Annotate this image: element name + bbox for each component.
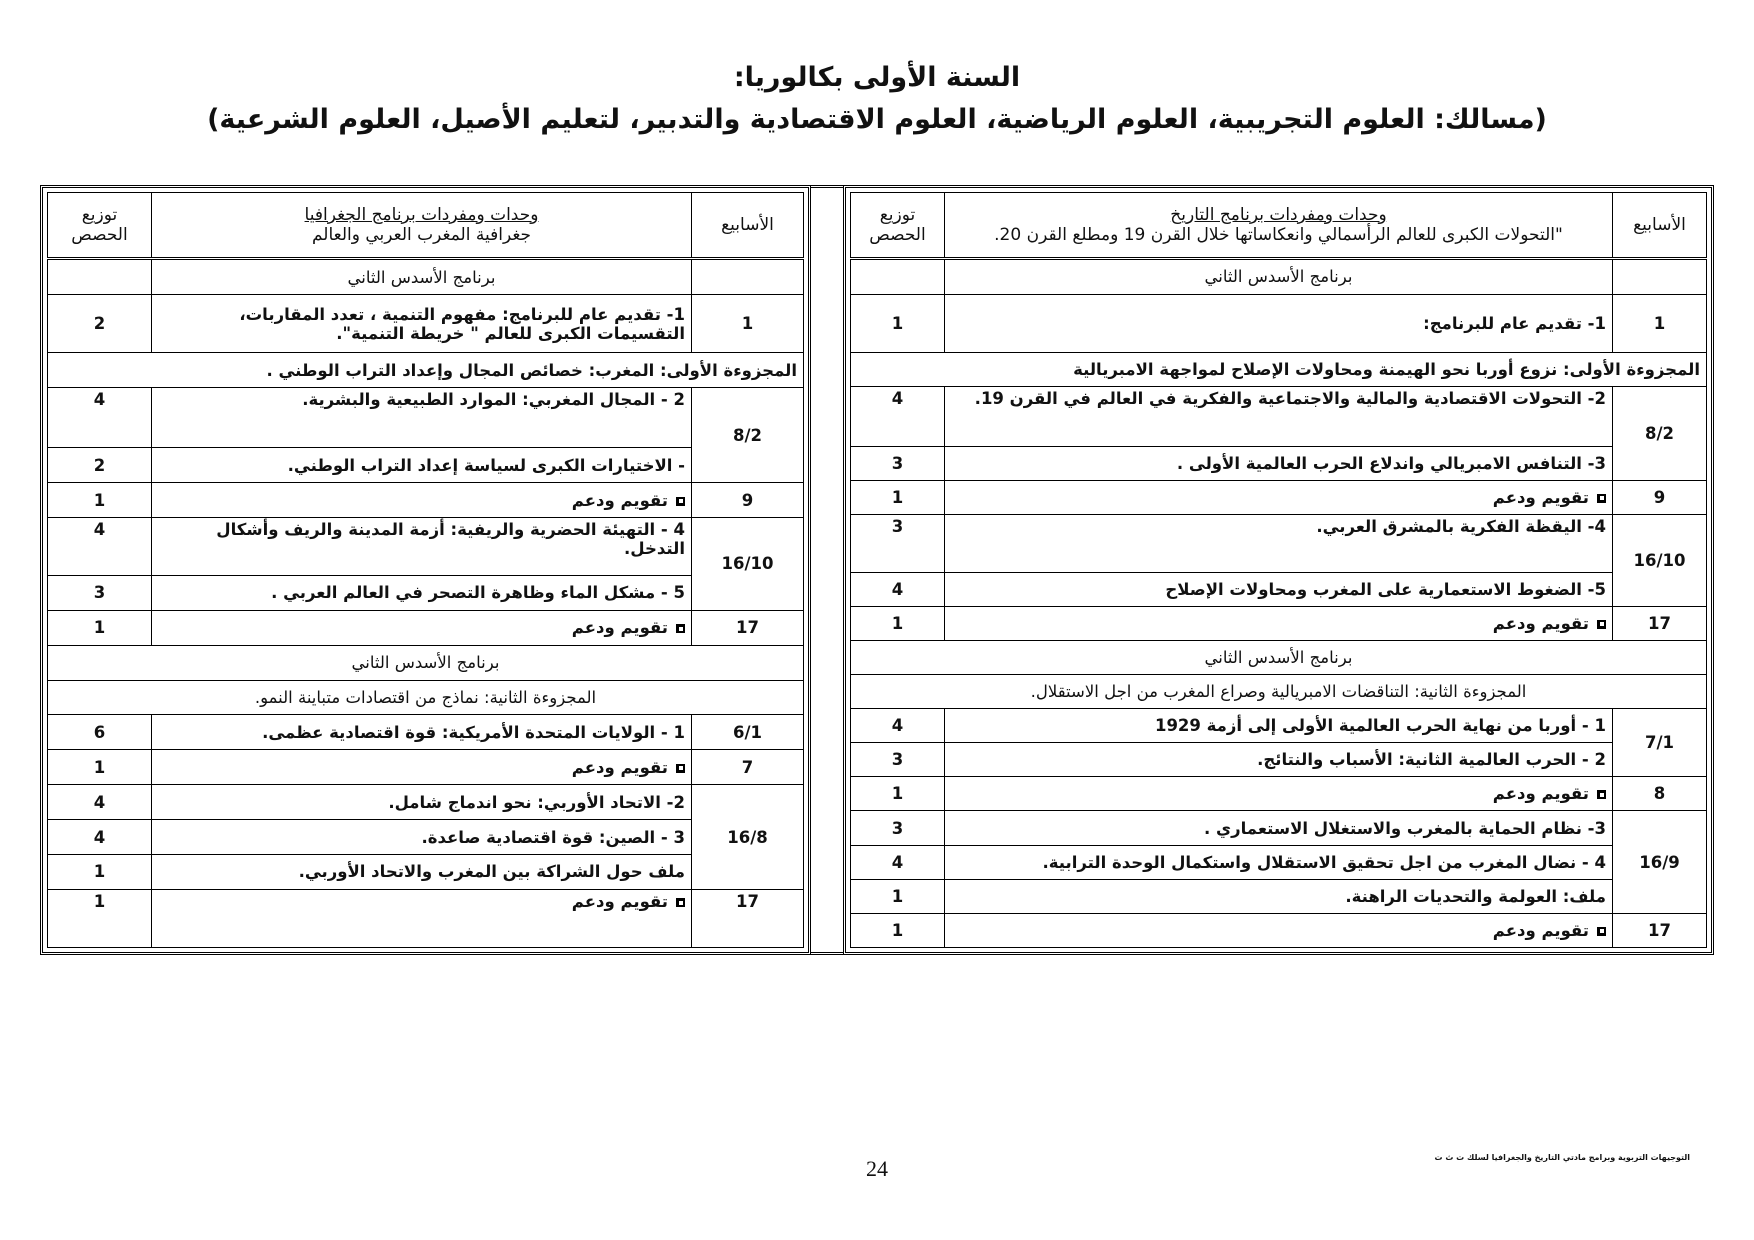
hours-cell: 4: [851, 709, 945, 743]
table-row: [851, 879, 1707, 913]
header-hours: [48, 193, 152, 259]
module-title: المجزوءة الثانية: نماذج من اقتصادات متباينة النمو.: [48, 680, 804, 715]
table-row: [851, 294, 1707, 352]
header-hours-line2: الحصص: [71, 225, 128, 245]
header-units-title: وحدات ومفردات برنامج الجغرافيا: [304, 205, 539, 225]
week-cell: 17: [692, 610, 804, 645]
hours-cell: 4: [851, 845, 945, 879]
unit-cell: 4 - التهيئة الحضرية والريفية: أزمة المدينة والريف وأشكال التدخل.: [152, 517, 692, 575]
semester-label: برنامج الأسدس الثاني: [945, 259, 1613, 295]
square-bullet-icon: [1597, 790, 1606, 799]
table-row: [851, 675, 1707, 709]
hours-cell: 1: [48, 750, 152, 785]
week-cell: 16/8: [692, 785, 804, 890]
semester-label: برنامج الأسدس الثاني: [152, 259, 692, 295]
table-row: [48, 295, 804, 353]
table-row: [48, 890, 804, 948]
week-cell: 9: [692, 483, 804, 518]
unit-cell: 3 - الصين: قوة اقتصادية صاعدة.: [152, 820, 692, 855]
table-row: [48, 353, 804, 388]
unit-cell: - الاختيارات الكبرى لسياسة إعداد التراب الوطني.: [152, 448, 692, 483]
table-row: [48, 715, 804, 750]
header-weeks: الأسابيع: [1613, 193, 1707, 259]
footer-text: التوجيهات التربوية وبرامج مادتي التاريخ والجغرافيا لسلك ت ث ت: [1434, 1153, 1690, 1162]
unit-cell: 1- تقديم عام للبرنامج: مفهوم التنمية ، تعدد المقاربات، التقسيمات الكبرى للعالم " خريطة التنمية".: [152, 295, 692, 353]
hours-cell: 3: [851, 514, 945, 572]
table-row: [851, 640, 1707, 674]
table-row: [48, 820, 804, 855]
table-row: [48, 575, 804, 610]
unit-cell: ملف حول الشراكة بين المغرب والاتحاد الأوربي.: [152, 854, 692, 889]
hours-cell: 3: [851, 811, 945, 845]
unit-cell: 3- نظام الحماية بالمغرب والاستغلال الاستعماري .: [945, 811, 1613, 845]
square-bullet-icon: [1597, 620, 1606, 629]
header-units-title: وحدات ومفردات برنامج التاريخ: [1170, 205, 1387, 225]
hours-cell: 1: [851, 879, 945, 913]
unit-cell: [152, 750, 692, 785]
hours-cell: 1: [48, 890, 152, 948]
hours-cell: 1: [48, 610, 152, 645]
unit-cell-label: تقويم ودعم: [571, 490, 668, 510]
header-hours-line1: توزيع: [879, 205, 916, 225]
week-cell: 17: [1613, 913, 1707, 947]
unit-cell: 4 - نضال المغرب من اجل تحقيق الاستقلال واستكمال الوحدة الترابية.: [945, 845, 1613, 879]
week-cell: 17: [692, 890, 804, 948]
week-cell: 16/10: [692, 517, 804, 610]
hours-cell: 1: [851, 606, 945, 640]
table-row: [48, 645, 804, 680]
week-cell: 8: [1613, 777, 1707, 811]
unit-cell: 2- التحولات الاقتصادية والمالية والاجتماعية والفكرية في العالم في القرن 19.: [945, 386, 1613, 446]
square-bullet-icon: [676, 497, 685, 506]
table-row: [851, 572, 1707, 606]
unit-cell: 1 - الولايات المتحدة الأمريكية: قوة اقتصادية عظمى.: [152, 715, 692, 750]
hours-cell: 4: [48, 820, 152, 855]
table-row: [851, 259, 1707, 295]
unit-cell-label: تقويم ودعم: [1492, 613, 1589, 633]
unit-cell: 2 - الحرب العالمية الثانية: الأسباب والنتائج.: [945, 743, 1613, 777]
unit-cell-label: تقويم ودعم: [1492, 487, 1589, 507]
unit-cell: 1- تقديم عام للبرنامج:: [945, 294, 1613, 352]
week-cell: 16/9: [1613, 811, 1707, 913]
hours-cell: 1: [48, 854, 152, 889]
unit-cell: 1 - أوربا من نهاية الحرب العالمية الأولى إلى أزمة 1929: [945, 709, 1613, 743]
hours-cell: 3: [851, 446, 945, 480]
hours-cell: 3: [48, 575, 152, 610]
week-cell: 8/2: [1613, 386, 1707, 480]
unit-cell: 5- الضغوط الاستعمارية على المغرب ومحاولات الإصلاح: [945, 572, 1613, 606]
header-units-subtitle: جغرافية المغرب العربي والعالم: [311, 225, 532, 245]
unit-cell-label: تقويم ودعم: [571, 618, 668, 638]
table-row: [851, 811, 1707, 845]
week-cell: 8/2: [692, 388, 804, 483]
unit-cell: 2- الاتحاد الأوربي: نحو اندماج شامل.: [152, 785, 692, 820]
unit-cell-label: تقويم ودعم: [571, 757, 668, 777]
unit-cell: [945, 606, 1613, 640]
week-cell: 7: [692, 750, 804, 785]
hours-cell: 4: [48, 517, 152, 575]
hours-cell: 4: [48, 785, 152, 820]
title-line-2: (مسالك: العلوم التجريبية، العلوم الرياضية، العلوم الاقتصادية والتدبير، لتعليم الأصيل، العلوم الشرعية): [207, 104, 1547, 135]
hours-cell: 1: [851, 913, 945, 947]
unit-cell-label: تقويم ودعم: [571, 892, 668, 911]
table-row: [48, 610, 804, 645]
hours-cell: 1: [851, 480, 945, 514]
square-bullet-icon: [676, 624, 685, 633]
table-row: [851, 386, 1707, 446]
hours-cell: 4: [851, 572, 945, 606]
hours-cell: 4: [48, 388, 152, 448]
hours-cell: 2: [48, 295, 152, 353]
page-number: 24: [866, 1156, 888, 1181]
unit-cell: [945, 777, 1613, 811]
unit-cell: 4- اليقظة الفكرية بالمشرق العربي.: [945, 514, 1613, 572]
unit-cell: [152, 483, 692, 518]
square-bullet-icon: [1597, 927, 1606, 936]
geography-program-table: [40, 185, 811, 955]
table-row: [48, 680, 804, 715]
hours-cell: 1: [851, 294, 945, 352]
table-row: [851, 913, 1707, 947]
table-row: [48, 448, 804, 483]
table-row: [851, 743, 1707, 777]
semester-label: برنامج الأسدس الثاني: [48, 645, 804, 680]
hours-cell: 3: [851, 743, 945, 777]
table-row: [48, 785, 804, 820]
unit-cell: [152, 610, 692, 645]
table-header-row: [48, 193, 804, 259]
header-units: [152, 193, 692, 259]
hours-cell: 2: [48, 448, 152, 483]
table-row: [48, 259, 804, 295]
title-line-1: السنة الأولى بكالوريا:: [733, 62, 1021, 93]
unit-cell-label: تقويم ودعم: [1492, 784, 1589, 804]
module-title: المجزوءة الأولى: المغرب: خصائص المجال وإعداد التراب الوطني .: [48, 353, 804, 388]
unit-cell: 2 - المجال المغربي: الموارد الطبيعية والبشرية.: [152, 388, 692, 448]
header-hours-line1: توزيع: [81, 205, 118, 225]
table-row: [851, 446, 1707, 480]
unit-cell: [945, 913, 1613, 947]
unit-cell: 5 - مشكل الماء وظاهرة التصحر في العالم العربي .: [152, 575, 692, 610]
semester-label: برنامج الأسدس الثاني: [851, 640, 1707, 674]
table-row: [851, 777, 1707, 811]
table-row: [851, 352, 1707, 386]
hours-cell: 6: [48, 715, 152, 750]
header-hours-line2: الحصص: [869, 225, 926, 245]
hours-cell: 4: [851, 386, 945, 446]
unit-cell: [945, 480, 1613, 514]
week-cell: 6/1: [692, 715, 804, 750]
table-row: [48, 750, 804, 785]
week-cell: 1: [692, 295, 804, 353]
table-row: [851, 709, 1707, 743]
hours-cell: 1: [48, 483, 152, 518]
table-row: [48, 388, 804, 448]
week-cell: 9: [1613, 480, 1707, 514]
table-row: [851, 514, 1707, 572]
table-row: [48, 854, 804, 889]
table-header-row: [851, 193, 1707, 259]
table-row: [851, 845, 1707, 879]
table-row: [851, 606, 1707, 640]
unit-cell: ملف: العولمة والتحديات الراهنة.: [945, 879, 1613, 913]
module-title: المجزوءة الثانية: التناقضات الامبريالية وصراع المغرب من اجل الاستقلال.: [851, 675, 1707, 709]
table-row: [48, 517, 804, 575]
history-program-table: [843, 185, 1714, 955]
unit-cell-label: تقويم ودعم: [1492, 920, 1589, 940]
square-bullet-icon: [1597, 494, 1606, 503]
unit-cell: 3- التنافس الامبريالي واندلاع الحرب العالمية الأولى .: [945, 446, 1613, 480]
header-units: [945, 193, 1613, 259]
square-bullet-icon: [676, 764, 685, 773]
header-units-subtitle: "التحولات الكبرى للعالم الرأسمالي وانعكاساتها خلال القرن 19 ومطلع القرن 20.: [994, 225, 1563, 245]
week-cell: 1: [1613, 294, 1707, 352]
unit-cell: [152, 890, 692, 948]
header-hours: [851, 193, 945, 259]
table-row: [48, 483, 804, 518]
header-weeks: الأسابيع: [692, 193, 804, 259]
week-cell: 7/1: [1613, 709, 1707, 777]
square-bullet-icon: [676, 898, 685, 907]
table-row: [851, 480, 1707, 514]
panel-divider: [811, 185, 843, 955]
module-title: المجزوءة الأولى: نزوع أوربا نحو الهيمنة ومحاولات الإصلاح لمواجهة الامبريالية: [851, 352, 1707, 386]
week-cell: 16/10: [1613, 514, 1707, 606]
hours-cell: 1: [851, 777, 945, 811]
week-cell: 17: [1613, 606, 1707, 640]
